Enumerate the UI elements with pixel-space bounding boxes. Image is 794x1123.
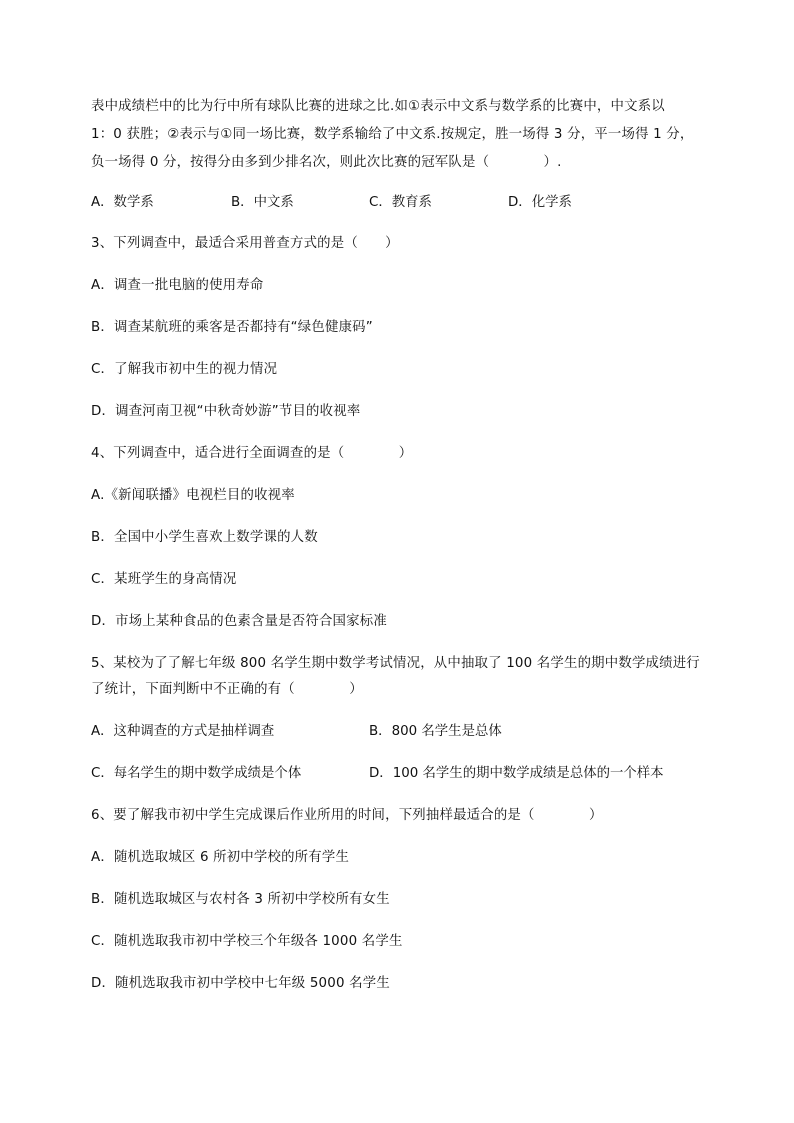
q2-option-a: A．数学系: [91, 195, 154, 210]
q5-stem-line-1: 5、某校为了了解七年级 800 名学生期中数学考试情况，从中抽取了 100 名学生的期中数学成绩进行: [91, 656, 700, 671]
q6-option-b: B．随机选取城区与农村各 3 所初中学校所有女生: [91, 892, 390, 907]
q6-stem: 6、要了解我市初中学生完成课后作业所用的时间，下列抽样最适合的是（ ）: [91, 808, 603, 823]
q2-option-b: B．中文系: [231, 195, 294, 210]
q2-intro-line-3: 负一场得 0 分，按得分由多到少排名次，则此次比赛的冠军队是（ ）.: [91, 155, 562, 170]
q2-option-d: D．化学系: [508, 195, 572, 210]
q4-stem: 4、下列调查中，适合进行全面调查的是（ ）: [91, 446, 413, 461]
q5-option-d: D．100 名学生的期中数学成绩是总体的一个样本: [369, 766, 664, 781]
q3-option-d: D．调查河南卫视“中秋奇妙游”节目的收视率: [91, 404, 361, 419]
q6-option-c: C．随机选取我市初中学校三个年级各 1000 名学生: [91, 934, 403, 949]
q5-option-b: B．800 名学生是总体: [369, 724, 502, 739]
q4-option-c: C．某班学生的身高情况: [91, 572, 237, 587]
q4-option-b: B．全国中小学生喜欢上数学课的人数: [91, 530, 318, 545]
q2-intro-line-2: 1：0 获胜；②表示与①同一场比赛，数学系输给了中文系.按规定，胜一场得 3 分，平一场得 1 分，: [91, 127, 694, 142]
q3-stem: 3、下列调查中，最适合采用普查方式的是（ ）: [91, 236, 399, 251]
q6-option-a: A．随机选取城区 6 所初中学校的所有学生: [91, 850, 350, 865]
q5-stem-line-2: 了统计，下面判断中不正确的有（ ）: [91, 682, 363, 697]
q4-option-a: A.《新闻联播》电视栏目的收视率: [91, 488, 295, 503]
q3-option-c: C．了解我市初中生的视力情况: [91, 362, 278, 377]
q5-option-a: A．这种调查的方式是抽样调查: [91, 724, 275, 739]
q2-intro-line-1: 表中成绩栏中的比为行中所有球队比赛的进球之比.如①表示中文系与数学系的比赛中，中文系以: [91, 99, 665, 114]
q2-option-c: C．教育系: [369, 195, 432, 210]
q6-option-d: D．随机选取我市初中学校中七年级 5000 名学生: [91, 976, 390, 991]
q4-option-d: D．市场上某种食品的色素含量是否符合国家标准: [91, 614, 387, 629]
q3-option-a: A．调查一批电脑的使用寿命: [91, 278, 264, 293]
q3-option-b: B．调查某航班的乘客是否都持有“绿色健康码”: [91, 320, 373, 335]
q5-option-c: C．每名学生的期中数学成绩是个体: [91, 766, 302, 781]
